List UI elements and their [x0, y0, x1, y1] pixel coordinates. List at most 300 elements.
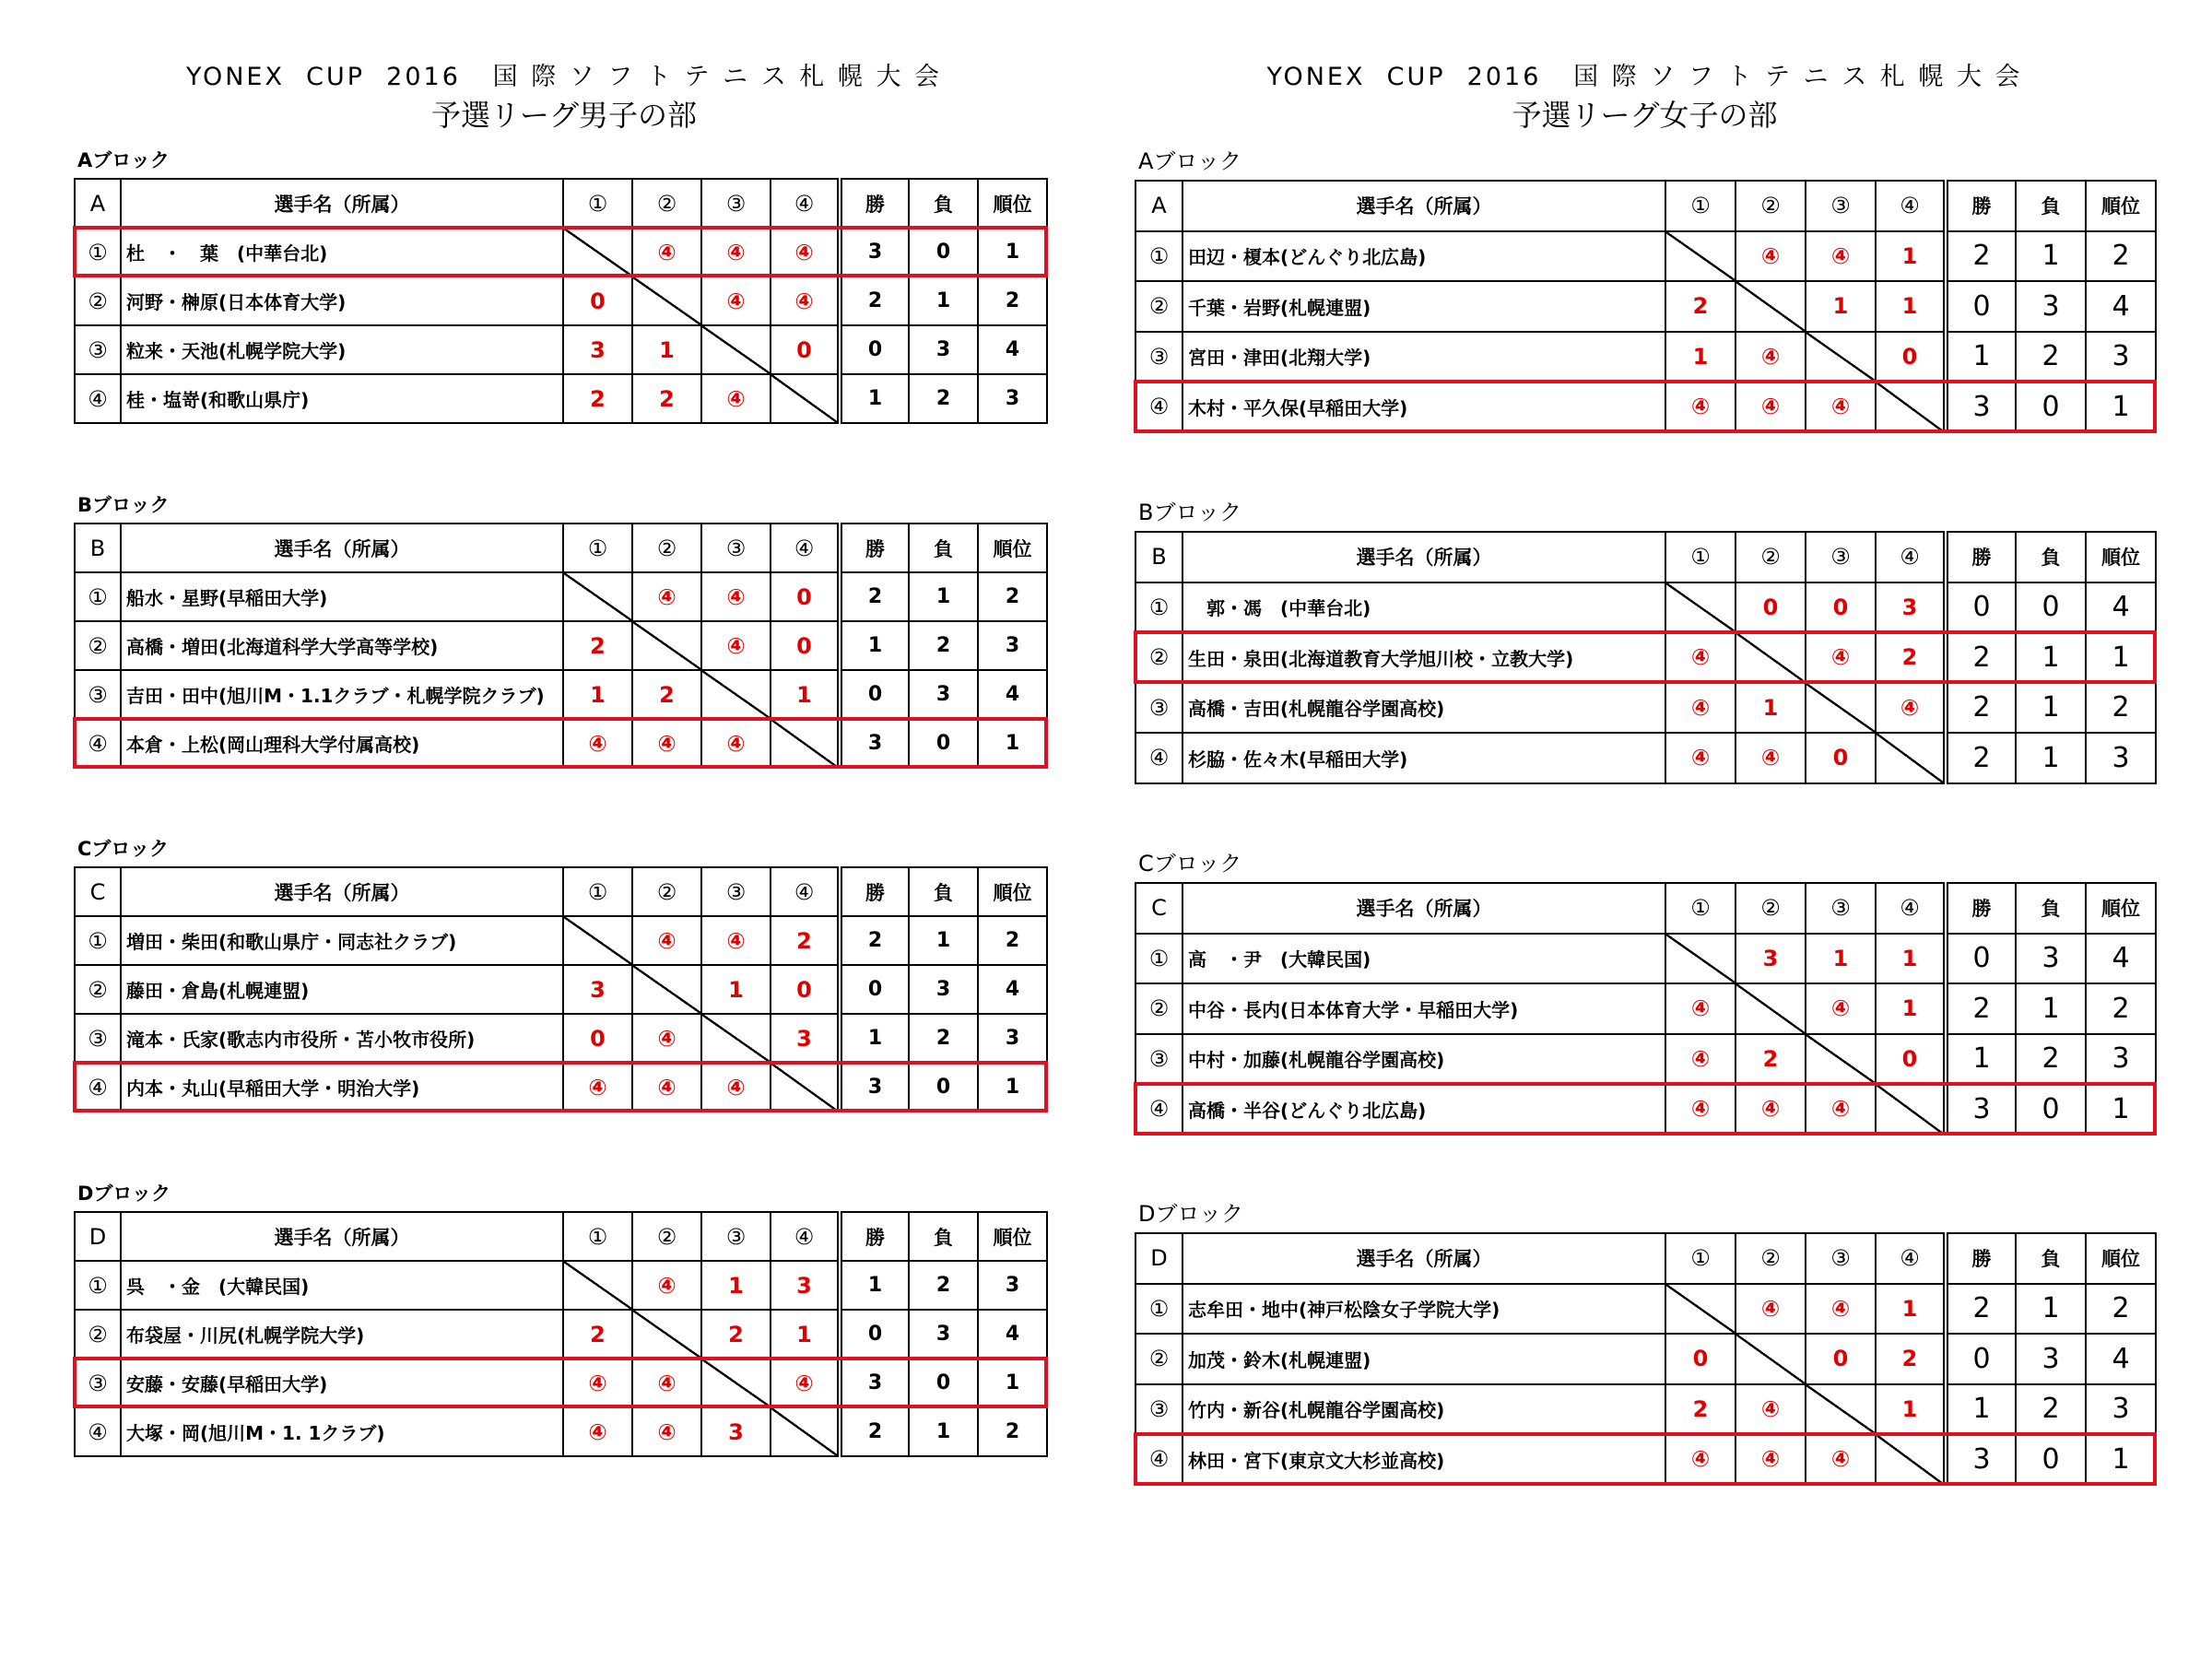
wins-cell: 0: [840, 670, 909, 719]
wins-cell: 2: [1946, 231, 2016, 282]
league-table: [74, 523, 1048, 769]
losses-cell: 0: [909, 228, 978, 276]
losses-cell: 3: [2016, 1334, 2086, 1384]
score-vs-1: 1: [563, 670, 632, 719]
tournament-title: YONEX CUP 2016 国 際 ソ フ ト テ ニ ス 札 幌 大 会: [1266, 63, 2023, 91]
block-title: Aブロック: [1138, 148, 1241, 174]
self-match-cell: [632, 276, 701, 325]
row-number: ①: [1135, 1284, 1182, 1335]
table-row: [1135, 1034, 2156, 1085]
header-rank: 順位: [2086, 532, 2156, 582]
table-row: [1135, 1434, 2156, 1485]
header-opponent-3: ③: [1806, 532, 1876, 582]
header-wins: 勝: [840, 867, 909, 916]
table-header-row: [1135, 1233, 2156, 1284]
player-pair-name: 杉脇・佐々木(早稲田大学): [1182, 733, 1665, 783]
wins-cell: 2: [1946, 632, 2016, 683]
self-match-cell: [1806, 332, 1876, 382]
row-number: ③: [1135, 683, 1182, 734]
score-vs-4: 1: [1876, 1384, 1946, 1435]
score-vs-3: ④: [1806, 632, 1876, 683]
player-pair-name: 高橋・増田(北海道科学大学高等学校): [121, 621, 563, 670]
header-opponent-4: ④: [1876, 883, 1946, 934]
player-pair-name: 桂・塩嵜(和歌山県庁): [121, 374, 563, 423]
row-number: ②: [1135, 983, 1182, 1034]
score-vs-1: ④: [1665, 382, 1735, 432]
score-vs-3: ④: [1806, 983, 1876, 1034]
score-vs-4: ④: [771, 276, 840, 325]
row-number: ①: [75, 1261, 121, 1310]
rank-cell: 4: [2086, 582, 2156, 633]
header-rank: 順位: [2086, 883, 2156, 934]
header-opponent-1: ①: [563, 179, 632, 228]
header-wins: 勝: [1946, 181, 2016, 231]
score-vs-2: ④: [1735, 733, 1806, 783]
self-match-cell: [771, 1407, 840, 1456]
score-vs-2: ④: [1735, 1384, 1806, 1435]
score-vs-1: 2: [563, 1310, 632, 1359]
header-name: 選手名（所属）: [121, 1212, 563, 1261]
score-vs-2: ④: [1735, 1084, 1806, 1135]
header-opponent-4: ④: [1876, 532, 1946, 582]
table-row: [75, 1407, 1047, 1456]
score-vs-2: ④: [632, 1407, 701, 1456]
score-vs-3: 1: [1806, 934, 1876, 984]
row-number: ①: [75, 572, 121, 621]
league-table: [74, 1211, 1048, 1457]
table-row: [1135, 934, 2156, 984]
losses-cell: 2: [909, 1261, 978, 1310]
header-opponent-3: ③: [701, 524, 771, 572]
header-name: 選手名（所属）: [1182, 532, 1665, 582]
self-match-cell: [1735, 632, 1806, 683]
score-vs-2: ④: [632, 572, 701, 621]
losses-cell: 3: [909, 1310, 978, 1359]
score-vs-4: 1: [771, 670, 840, 719]
league-table: [1135, 180, 2157, 433]
score-vs-3: 1: [701, 965, 771, 1014]
rank-cell: 2: [2086, 231, 2156, 282]
player-pair-name: 内本・丸山(早稲田大学・明治大学): [121, 1063, 563, 1112]
table-header-row: [75, 179, 1047, 228]
score-vs-4: 1: [771, 1310, 840, 1359]
score-vs-2: ④: [1735, 1434, 1806, 1485]
header-opponent-4: ④: [771, 867, 840, 916]
player-pair-name: 中谷・長内(日本体育大学・早稲田大学): [1182, 983, 1665, 1034]
row-number: ④: [1135, 1434, 1182, 1485]
self-match-cell: [1806, 683, 1876, 734]
wins-cell: 1: [1946, 1034, 2016, 1085]
score-vs-1: ④: [563, 1407, 632, 1456]
losses-cell: 0: [909, 1359, 978, 1407]
header-name: 選手名（所属）: [121, 867, 563, 916]
rank-cell: 1: [2086, 632, 2156, 683]
header-opponent-3: ③: [1806, 181, 1876, 231]
row-number: ④: [75, 1407, 121, 1456]
self-match-cell: [632, 621, 701, 670]
rank-cell: 2: [978, 916, 1047, 965]
player-pair-name: 宮田・津田(北翔大学): [1182, 332, 1665, 382]
header-rank: 順位: [978, 179, 1047, 228]
losses-cell: 1: [909, 916, 978, 965]
block-title: Cブロック: [77, 838, 169, 860]
table-row: [1135, 281, 2156, 332]
table-row: [75, 1063, 1047, 1112]
score-vs-2: ④: [1735, 231, 1806, 282]
table-row: [75, 374, 1047, 423]
header-opponent-1: ①: [563, 524, 632, 572]
score-vs-3: 2: [701, 1310, 771, 1359]
score-vs-4: 0: [771, 325, 840, 374]
row-number: ③: [75, 670, 121, 719]
header-rank: 順位: [978, 1212, 1047, 1261]
score-vs-2: ④: [1735, 332, 1806, 382]
header-opponent-1: ①: [563, 1212, 632, 1261]
score-vs-3: 0: [1806, 1334, 1876, 1384]
score-vs-3: ④: [1806, 1284, 1876, 1335]
block-code: C: [1135, 883, 1182, 934]
table-header-row: [1135, 532, 2156, 582]
losses-cell: 1: [909, 276, 978, 325]
score-vs-4: 0: [771, 965, 840, 1014]
header-opponent-1: ①: [1665, 532, 1735, 582]
score-vs-4: ④: [771, 228, 840, 276]
score-vs-3: 3: [701, 1407, 771, 1456]
score-vs-2: ④: [1735, 382, 1806, 432]
header-opponent-2: ②: [632, 867, 701, 916]
league-table: [1135, 1232, 2157, 1486]
wins-cell: 2: [1946, 733, 2016, 783]
losses-cell: 1: [2016, 983, 2086, 1034]
row-number: ①: [1135, 582, 1182, 633]
league-table: [74, 866, 1048, 1112]
rank-cell: 3: [2086, 1034, 2156, 1085]
score-vs-1: ④: [1665, 683, 1735, 734]
row-number: ④: [1135, 733, 1182, 783]
header-opponent-2: ②: [1735, 1233, 1806, 1284]
table-row: [1135, 1334, 2156, 1384]
score-vs-1: ④: [1665, 1034, 1735, 1085]
row-number: ③: [75, 1014, 121, 1063]
row-number: ①: [75, 916, 121, 965]
header-rank: 順位: [2086, 181, 2156, 231]
self-match-cell: [771, 374, 840, 423]
score-vs-2: 2: [1735, 1034, 1806, 1085]
header-wins: 勝: [1946, 1233, 2016, 1284]
score-vs-3: ④: [1806, 231, 1876, 282]
score-vs-2: 0: [1735, 582, 1806, 633]
rank-cell: 4: [2086, 281, 2156, 332]
losses-cell: 1: [909, 572, 978, 621]
block-title: Aブロック: [77, 149, 170, 171]
score-vs-4: 1: [1876, 231, 1946, 282]
score-vs-3: ④: [701, 719, 771, 768]
self-match-cell: [1735, 983, 1806, 1034]
block-title: Bブロック: [77, 494, 170, 516]
table-row: [75, 916, 1047, 965]
wins-cell: 2: [840, 916, 909, 965]
score-vs-3: ④: [701, 1063, 771, 1112]
wins-cell: 3: [840, 228, 909, 276]
player-pair-name: 藤田・倉島(札幌連盟): [121, 965, 563, 1014]
rank-cell: 4: [2086, 1334, 2156, 1384]
header-name: 選手名（所属）: [121, 179, 563, 228]
player-pair-name: 布袋屋・川尻(札幌学院大学): [121, 1310, 563, 1359]
self-match-cell: [563, 228, 632, 276]
self-match-cell: [1735, 1334, 1806, 1384]
rank-cell: 4: [978, 670, 1047, 719]
self-match-cell: [563, 572, 632, 621]
losses-cell: 0: [2016, 382, 2086, 432]
rank-cell: 4: [978, 1310, 1047, 1359]
losses-cell: 0: [2016, 582, 2086, 633]
table-header-row: [75, 1212, 1047, 1261]
score-vs-4: ④: [771, 1359, 840, 1407]
player-pair-name: 生田・泉田(北海道教育大学旭川校・立教大学): [1182, 632, 1665, 683]
score-vs-1: 2: [563, 621, 632, 670]
header-opponent-4: ④: [771, 179, 840, 228]
block-code: B: [75, 524, 121, 572]
row-number: ②: [1135, 632, 1182, 683]
score-vs-3: ④: [701, 621, 771, 670]
losses-cell: 1: [2016, 733, 2086, 783]
header-rank: 順位: [978, 524, 1047, 572]
score-vs-2: ④: [1735, 1284, 1806, 1335]
losses-cell: 3: [2016, 281, 2086, 332]
score-vs-3: 1: [701, 1261, 771, 1310]
score-vs-3: ④: [701, 572, 771, 621]
header-opponent-3: ③: [701, 179, 771, 228]
player-pair-name: 千葉・岩野(札幌連盟): [1182, 281, 1665, 332]
score-vs-2: ④: [632, 1063, 701, 1112]
header-opponent-3: ③: [1806, 883, 1876, 934]
player-pair-name: 高橋・吉田(札幌龍谷学園高校): [1182, 683, 1665, 734]
score-vs-2: ④: [632, 719, 701, 768]
rank-cell: 1: [2086, 382, 2156, 432]
wins-cell: 1: [840, 621, 909, 670]
wins-cell: 0: [1946, 582, 2016, 633]
losses-cell: 1: [2016, 683, 2086, 734]
score-vs-4: 1: [1876, 1284, 1946, 1335]
self-match-cell: [1665, 231, 1735, 282]
row-number: ②: [75, 276, 121, 325]
table-row: [1135, 683, 2156, 734]
score-vs-3: ④: [1806, 1434, 1876, 1485]
rank-cell: 2: [978, 276, 1047, 325]
score-vs-4: 2: [1876, 632, 1946, 683]
tournament-title: YONEX CUP 2016 国 際 ソ フ ト テ ニ ス 札 幌 大 会: [185, 63, 943, 91]
losses-cell: 2: [2016, 332, 2086, 382]
score-vs-3: ④: [1806, 1084, 1876, 1135]
score-vs-2: ④: [632, 228, 701, 276]
score-vs-4: 0: [771, 621, 840, 670]
wins-cell: 2: [840, 572, 909, 621]
player-pair-name: 田辺・榎本(どんぐり北広島): [1182, 231, 1665, 282]
score-vs-2: ④: [632, 1359, 701, 1407]
losses-cell: 3: [909, 670, 978, 719]
header-opponent-3: ③: [1806, 1233, 1876, 1284]
score-vs-2: ④: [632, 1261, 701, 1310]
rank-cell: 3: [2086, 733, 2156, 783]
header-opponent-2: ②: [632, 1212, 701, 1261]
row-number: ④: [75, 719, 121, 768]
table-row: [75, 276, 1047, 325]
self-match-cell: [701, 670, 771, 719]
table-row: [1135, 332, 2156, 382]
header-losses: 負: [909, 867, 978, 916]
player-pair-name: 本倉・上松(岡山理科大学付属高校): [121, 719, 563, 768]
row-number: ①: [1135, 934, 1182, 984]
row-number: ②: [75, 621, 121, 670]
score-vs-1: ④: [563, 1359, 632, 1407]
score-vs-3: ④: [701, 228, 771, 276]
self-match-cell: [632, 965, 701, 1014]
header-name: 選手名（所属）: [121, 524, 563, 572]
table-row: [75, 670, 1047, 719]
header-opponent-1: ①: [563, 867, 632, 916]
losses-cell: 0: [909, 719, 978, 768]
score-vs-2: 1: [632, 325, 701, 374]
rank-cell: 1: [978, 1063, 1047, 1112]
table-row: [75, 572, 1047, 621]
table-row: [75, 325, 1047, 374]
row-number: ①: [1135, 231, 1182, 282]
losses-cell: 0: [2016, 1084, 2086, 1135]
rank-cell: 4: [2086, 934, 2156, 984]
wins-cell: 3: [1946, 382, 2016, 432]
losses-cell: 1: [2016, 1284, 2086, 1335]
score-vs-2: ④: [632, 1014, 701, 1063]
wins-cell: 2: [1946, 983, 2016, 1034]
header-opponent-1: ①: [1665, 1233, 1735, 1284]
player-pair-name: 安藤・安藤(早稲田大学): [121, 1359, 563, 1407]
rank-cell: 2: [978, 1407, 1047, 1456]
row-number: ③: [75, 325, 121, 374]
score-vs-4: 3: [771, 1014, 840, 1063]
header-rank: 順位: [978, 867, 1047, 916]
player-pair-name: 大塚・岡(旭川M・1. 1クラブ): [121, 1407, 563, 1456]
block-title: Dブロック: [77, 1182, 171, 1205]
score-vs-3: 1: [1806, 281, 1876, 332]
player-pair-name: 粒来・天池(札幌学院大学): [121, 325, 563, 374]
score-vs-1: ④: [563, 1063, 632, 1112]
wins-cell: 0: [840, 965, 909, 1014]
player-pair-name: 杜 ・ 葉 (中華台北): [121, 228, 563, 276]
table-row: [75, 1359, 1047, 1407]
self-match-cell: [1806, 1384, 1876, 1435]
table-row: [1135, 632, 2156, 683]
score-vs-1: ④: [1665, 632, 1735, 683]
table-row: [1135, 382, 2156, 432]
score-vs-4: 0: [1876, 332, 1946, 382]
header-losses: 負: [2016, 883, 2086, 934]
losses-cell: 2: [909, 621, 978, 670]
score-vs-1: 2: [1665, 1384, 1735, 1435]
header-opponent-2: ②: [632, 524, 701, 572]
rank-cell: 3: [978, 374, 1047, 423]
header-opponent-4: ④: [1876, 181, 1946, 231]
score-vs-2: 3: [1735, 934, 1806, 984]
losses-cell: 1: [909, 1407, 978, 1456]
table-row: [1135, 1084, 2156, 1135]
wins-cell: 0: [840, 1310, 909, 1359]
self-match-cell: [701, 325, 771, 374]
score-vs-3: ④: [701, 276, 771, 325]
score-vs-4: 2: [1876, 1334, 1946, 1384]
score-vs-1: ④: [1665, 1434, 1735, 1485]
block-code: C: [75, 867, 121, 916]
score-vs-1: 3: [563, 965, 632, 1014]
wins-cell: 2: [840, 1407, 909, 1456]
player-pair-name: 呉 ・金 (大韓民国): [121, 1261, 563, 1310]
header-wins: 勝: [840, 179, 909, 228]
score-vs-1: 1: [1665, 332, 1735, 382]
rank-cell: 2: [2086, 1284, 2156, 1335]
self-match-cell: [1876, 1084, 1946, 1135]
rank-cell: 3: [978, 1014, 1047, 1063]
row-number: ④: [75, 1063, 121, 1112]
league-table: [1135, 882, 2157, 1135]
player-pair-name: 中村・加藤(札幌龍谷学園高校): [1182, 1034, 1665, 1085]
score-vs-1: ④: [1665, 733, 1735, 783]
losses-cell: 2: [909, 1014, 978, 1063]
losses-cell: 2: [2016, 1034, 2086, 1085]
score-vs-4: 3: [771, 1261, 840, 1310]
table-row: [1135, 582, 2156, 633]
score-vs-4: 1: [1876, 983, 1946, 1034]
self-match-cell: [701, 1359, 771, 1407]
header-wins: 勝: [1946, 532, 2016, 582]
header-opponent-2: ②: [1735, 532, 1806, 582]
self-match-cell: [563, 916, 632, 965]
table-row: [1135, 1384, 2156, 1435]
table-row: [75, 1014, 1047, 1063]
self-match-cell: [771, 719, 840, 768]
score-vs-4: 1: [1876, 281, 1946, 332]
header-opponent-4: ④: [771, 1212, 840, 1261]
score-vs-3: 0: [1806, 733, 1876, 783]
score-vs-1: 0: [563, 1014, 632, 1063]
block-title: Dブロック: [1138, 1201, 1244, 1227]
header-losses: 負: [909, 1212, 978, 1261]
rank-cell: 1: [978, 1359, 1047, 1407]
score-vs-2: 2: [632, 374, 701, 423]
table-header-row: [75, 524, 1047, 572]
score-vs-1: 2: [1665, 281, 1735, 332]
header-losses: 負: [909, 524, 978, 572]
score-vs-4: 2: [771, 916, 840, 965]
wins-cell: 1: [1946, 1384, 2016, 1435]
rank-cell: 2: [2086, 683, 2156, 734]
block-code: D: [1135, 1233, 1182, 1284]
wins-cell: 0: [840, 325, 909, 374]
table-row: [1135, 231, 2156, 282]
self-match-cell: [1665, 582, 1735, 633]
rank-cell: 3: [978, 621, 1047, 670]
score-vs-1: 3: [563, 325, 632, 374]
self-match-cell: [1735, 281, 1806, 332]
section-title: 予選リーグ女子の部: [1512, 98, 1778, 133]
header-losses: 負: [2016, 532, 2086, 582]
table-row: [75, 621, 1047, 670]
row-number: ③: [1135, 1384, 1182, 1435]
self-match-cell: [771, 1063, 840, 1112]
section-title: 予選リーグ男子の部: [430, 98, 697, 133]
row-number: ③: [1135, 1034, 1182, 1085]
player-pair-name: 高 ・尹 (大韓民国): [1182, 934, 1665, 984]
table-row: [1135, 983, 2156, 1034]
wins-cell: 2: [1946, 1284, 2016, 1335]
